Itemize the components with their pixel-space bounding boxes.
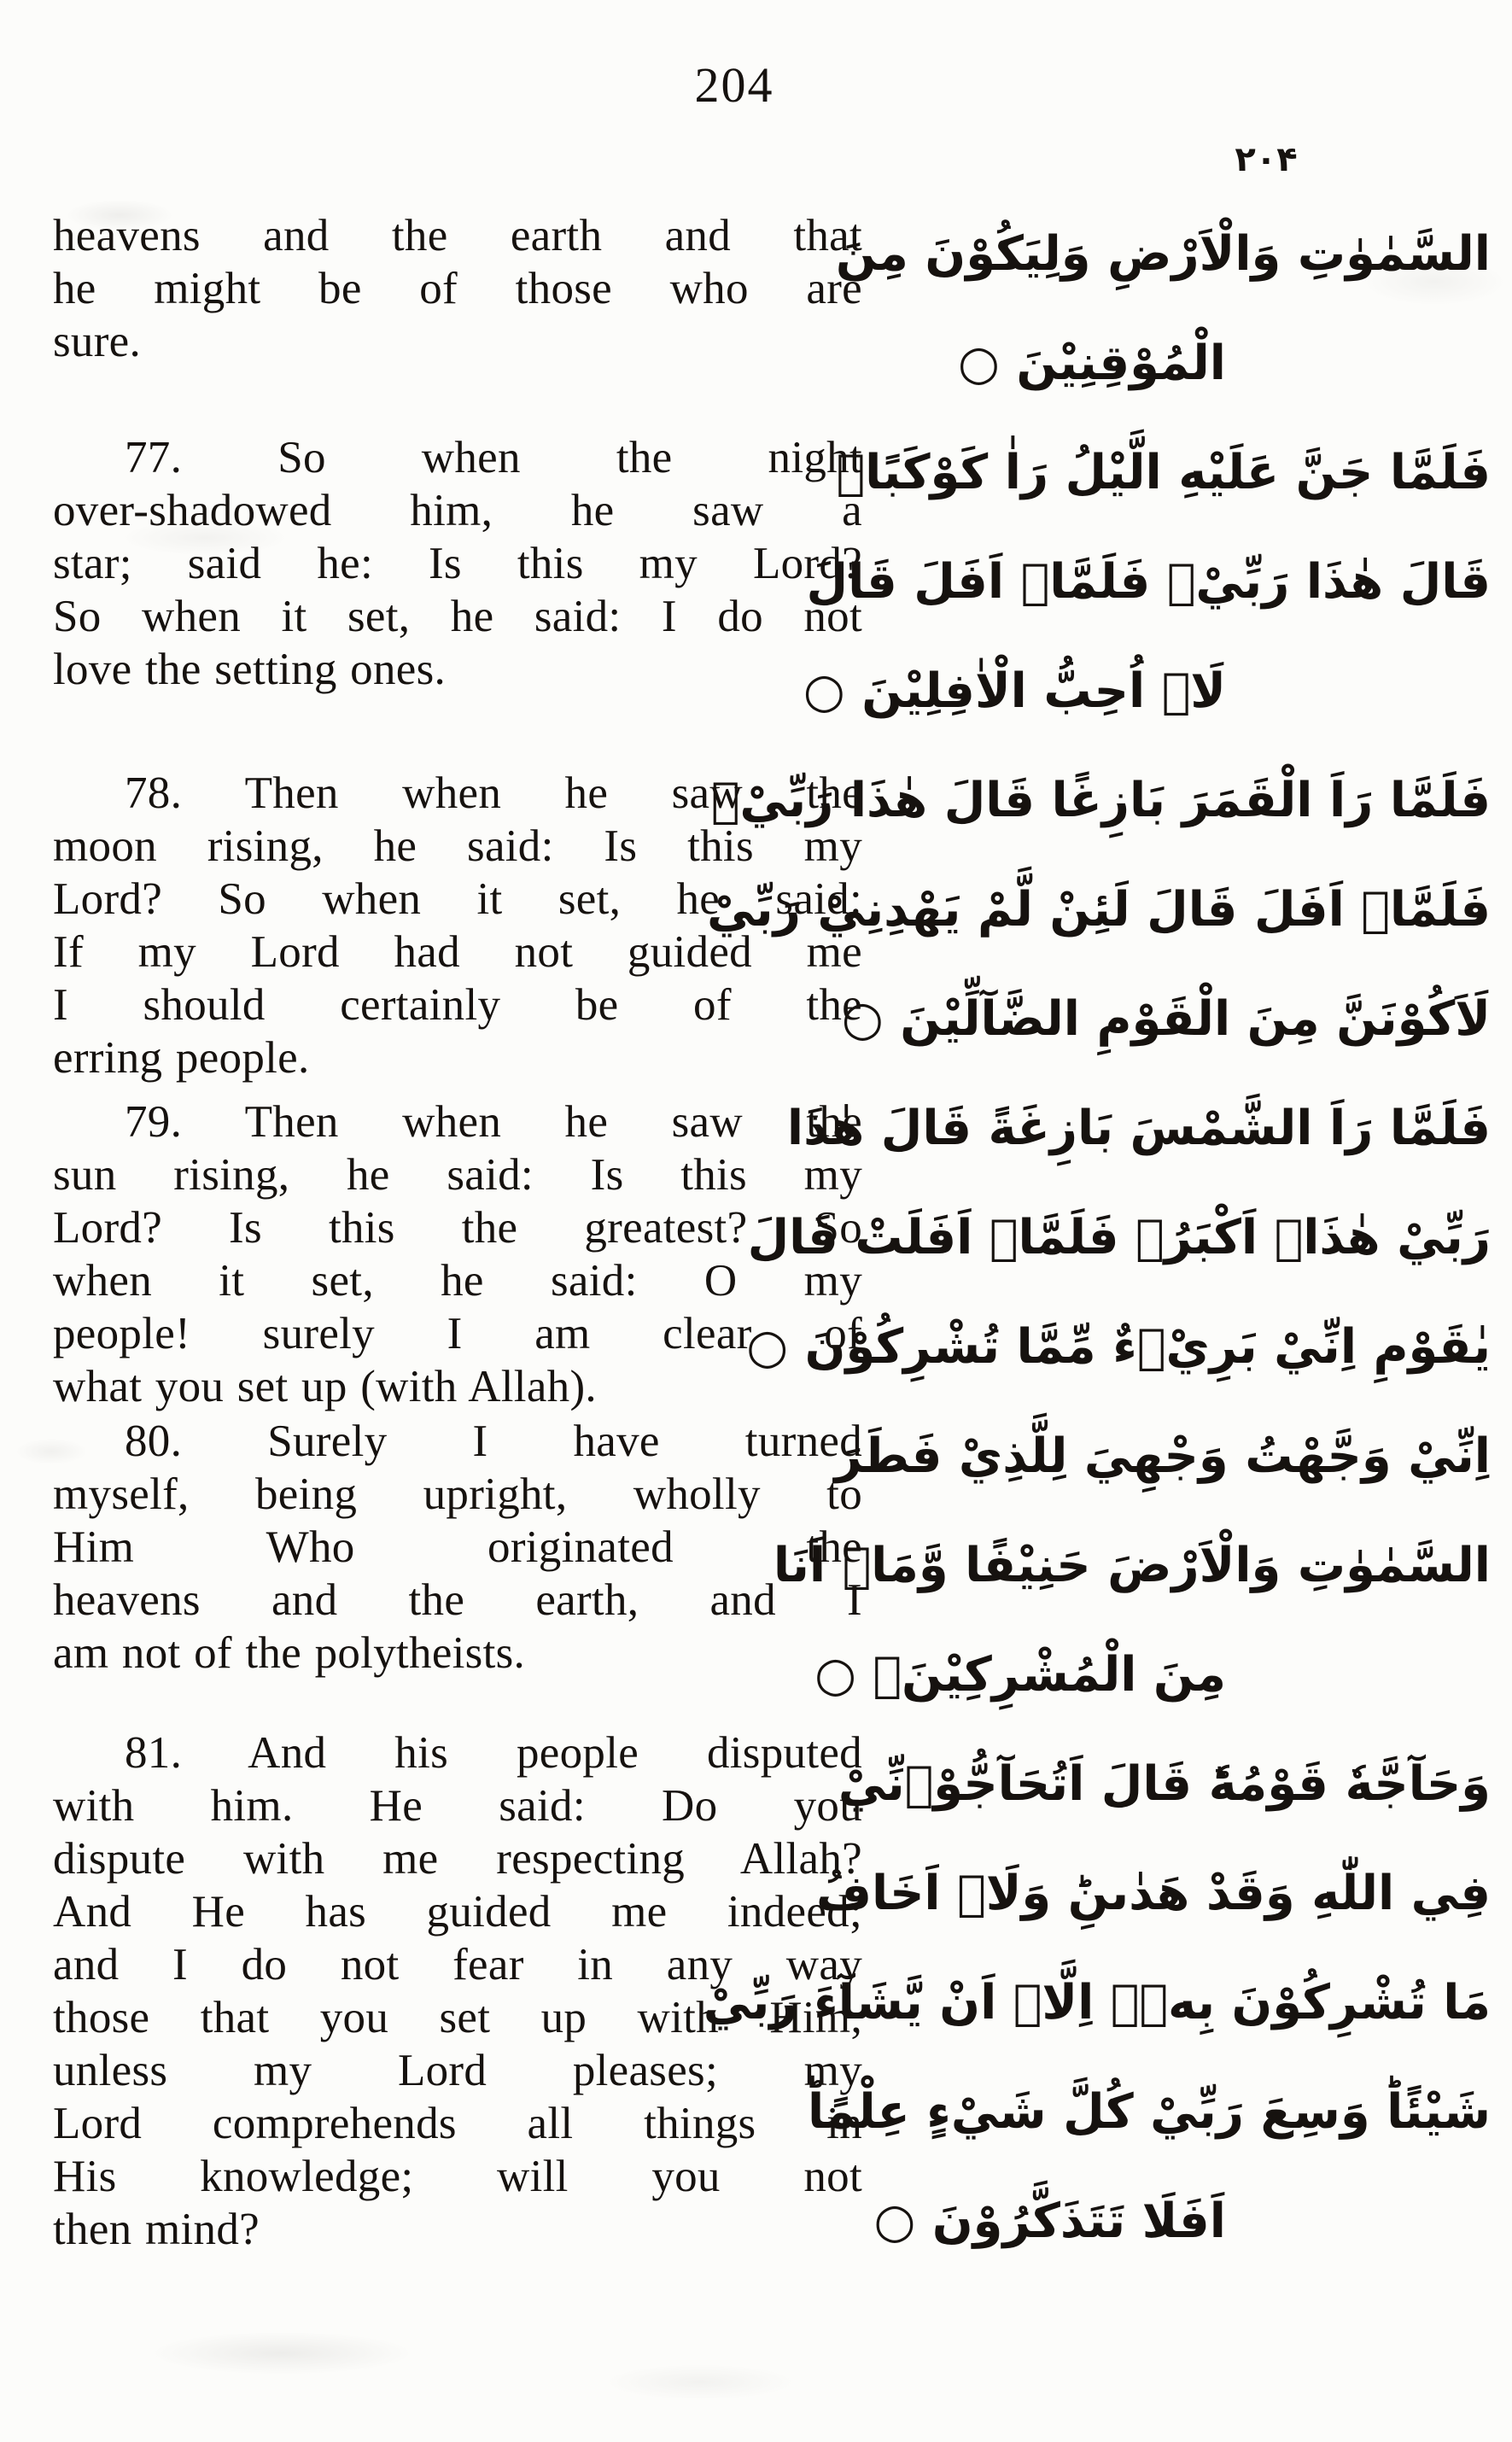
- arabic-text-line: شَيْئًاؕ وَسِعَ رَبِّيْ كُلَّ شَيْءٍ عِلْمًاؕ: [808, 2084, 1491, 2140]
- english-text-line: dispute with me respecting Allah?: [53, 1834, 862, 1884]
- english-text-line: And He has guided me indeed;: [53, 1887, 862, 1937]
- english-text-line: 79. Then when he saw the: [125, 1097, 862, 1147]
- arabic-text-line: السَّمٰوٰتِ وَالْاَرْضِ وَلِيَكُوْنَ مِنَ: [835, 226, 1491, 282]
- english-text-line: heavens and the earth, and I: [53, 1575, 862, 1625]
- english-text-line: when it set, he said: O my: [53, 1256, 862, 1306]
- english-text-line: love the setting ones.: [53, 645, 447, 694]
- english-text-line: moon rising, he said: Is this my: [53, 821, 862, 871]
- english-text-line: 77. So when the night: [125, 433, 862, 482]
- english-text-line: 78. Then when he saw the: [125, 768, 862, 818]
- english-text-line: what you set up (with Allah).: [53, 1362, 597, 1411]
- arabic-text-line: السَّمٰوٰتِ وَالْاَرْضَ حَنِيْفًا وَّمَاۤ اَنَا: [773, 1538, 1491, 1593]
- arabic-text-line: فِي اللّٰهِ وَقَدْ هَدٰىنِؕ وَلَاۤ اَخَافُ: [815, 1866, 1491, 1921]
- english-text-line: His knowledge; will you not: [53, 2152, 862, 2201]
- verse-paragraph-80: [53, 1415, 862, 1680]
- arabic-text-line: الْمُوْقِنِيْنَ ○: [957, 336, 1226, 391]
- english-text-line: unless my Lord pleases; my: [53, 2046, 862, 2095]
- english-text-line: Lord comprehends all things in: [53, 2099, 862, 2148]
- english-text-line: Lord? So when it set, he said:: [53, 874, 862, 924]
- english-text-line: So when it set, he said: I do not: [53, 592, 862, 641]
- english-text-line: 81. And his people disputed: [125, 1728, 862, 1778]
- arabic-text-line: فَلَمَّا رَاَ الشَّمْسَ بَازِغَةً قَالَ هٰذَا: [786, 1101, 1491, 1156]
- arabic-text-line: فَلَمَّاۤ اَفَلَ قَالَ لَئِنْ لَّمْ يَهْدِنِيْ رَبِّيْ: [707, 882, 1491, 938]
- arabic-text-line: مِنَ الْمُشْرِكِيْنَۚ ○: [814, 1647, 1226, 1703]
- english-text-line: myself, being upright, wholly to: [53, 1469, 862, 1519]
- page-number: 204: [694, 57, 774, 113]
- arabic-text-line: قَالَ هٰذَا رَبِّيْۚ فَلَمَّاۤ اَفَلَ قَالَ: [806, 554, 1491, 610]
- english-text-line: and I do not fear in any way: [53, 1940, 862, 1989]
- english-text-line: Him Who originated the: [53, 1522, 862, 1572]
- arabic-text-line: رَبِّيْ هٰذَاۤ اَكْبَرُۚ فَلَمَّاۤ اَفَلَتْ قَالَ: [747, 1210, 1491, 1265]
- english-text-line: those that you set up with Him,: [53, 1993, 862, 2042]
- page-number-arabic-numeral: ۲۰۴: [1235, 140, 1298, 179]
- arabic-text-line: مَا تُشْرِكُوْنَ بِهٖۤ اِلَّاۤ اَنْ يَّشَآءَ رَبِّيْ: [703, 1975, 1491, 2030]
- arabic-text-line: فَلَمَّا رَاَ الْقَمَرَ بَازِغًا قَالَ هٰذَا رَبِّيْۚ: [710, 773, 1491, 828]
- arabic-text-line: لَاۤ اُحِبُّ الْاٰفِلِيْنَ ○: [803, 663, 1226, 719]
- english-text-line: with him. He said: Do you: [53, 1781, 862, 1831]
- english-text-line: am not of the polytheists.: [53, 1628, 526, 1678]
- english-text-line: then mind?: [53, 2205, 260, 2254]
- verse-paragraph-77: [53, 431, 862, 696]
- english-text-line: sure.: [53, 317, 142, 366]
- arabic-text-line: اَفَلَا تَتَذَكَّرُوْنَ ○: [873, 2194, 1226, 2249]
- english-text-line: erring people.: [53, 1033, 310, 1083]
- continuation-paragraph: [53, 209, 862, 368]
- english-text-line: Lord? Is this the greatest? So: [53, 1203, 862, 1253]
- english-text-line: over-shadowed him, he saw a: [53, 486, 862, 535]
- arabic-text-line: اِنِّيْ وَجَّهْتُ وَجْهِيَ لِلَّذِيْ فَطَرَ: [834, 1428, 1491, 1484]
- english-text-line: star; said he: Is this my Lord?: [53, 539, 862, 588]
- english-text-line: heavens and the earth and that: [53, 211, 862, 260]
- arabic-text-line: لَاَكُوْنَنَّ مِنَ الْقَوْمِ الضَّآلِّيْنَ ○: [841, 991, 1491, 1047]
- arabic-text-line: يٰقَوْمِ اِنِّيْ بَرِيْۤءٌ مِّمَّا تُشْرِكُوْنَ ○: [746, 1319, 1491, 1375]
- verse-paragraph-79: [53, 1095, 862, 1413]
- arabic-text-line: فَلَمَّا جَنَّ عَلَيْهِ الَّيْلُ رَاٰ كَوْكَبًاۚ: [836, 445, 1491, 500]
- arabic-text-line: وَحَآجَّهٗ قَوْمُهٗؕ قَالَ اَتُحَآجُّوْۤنِّيْ: [838, 1756, 1491, 1812]
- english-text-line: I should certainly be of the: [53, 980, 862, 1030]
- english-text-line: 80. Surely I have turned: [125, 1417, 862, 1466]
- english-text-line: If my Lord had not guided me: [53, 927, 862, 977]
- english-text-line: sun rising, he said: Is this my: [53, 1150, 862, 1200]
- english-text-line: he might be of those who are: [53, 264, 862, 313]
- english-text-line: people! surely I am clear of: [53, 1309, 862, 1358]
